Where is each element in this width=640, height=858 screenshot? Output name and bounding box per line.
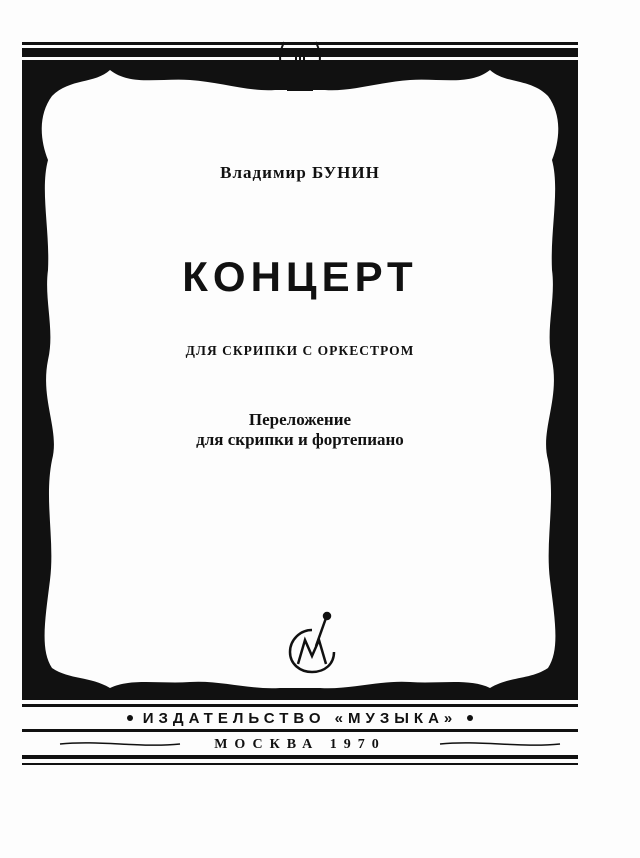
publisher-name: ИЗДАТЕЛЬСТВО «МУЗЫКА» xyxy=(142,710,458,727)
arrangement-line-2: для скрипки и фортепиано xyxy=(196,430,404,449)
work-title: КОНЦЕРТ xyxy=(182,253,418,300)
arrangement-line-1: Переложение xyxy=(248,410,352,429)
work-subtitle: ДЛЯ СКРИПКИ С ОРКЕСТРОМ xyxy=(185,343,415,358)
publisher-line xyxy=(0,710,600,727)
bullet-icon xyxy=(127,715,133,721)
bullet-icon xyxy=(467,715,473,721)
author-name: Владимир БУНИН xyxy=(220,163,380,182)
muzyka-logo-icon xyxy=(290,613,334,672)
city-year: МОСКВА 1970 xyxy=(214,737,386,752)
